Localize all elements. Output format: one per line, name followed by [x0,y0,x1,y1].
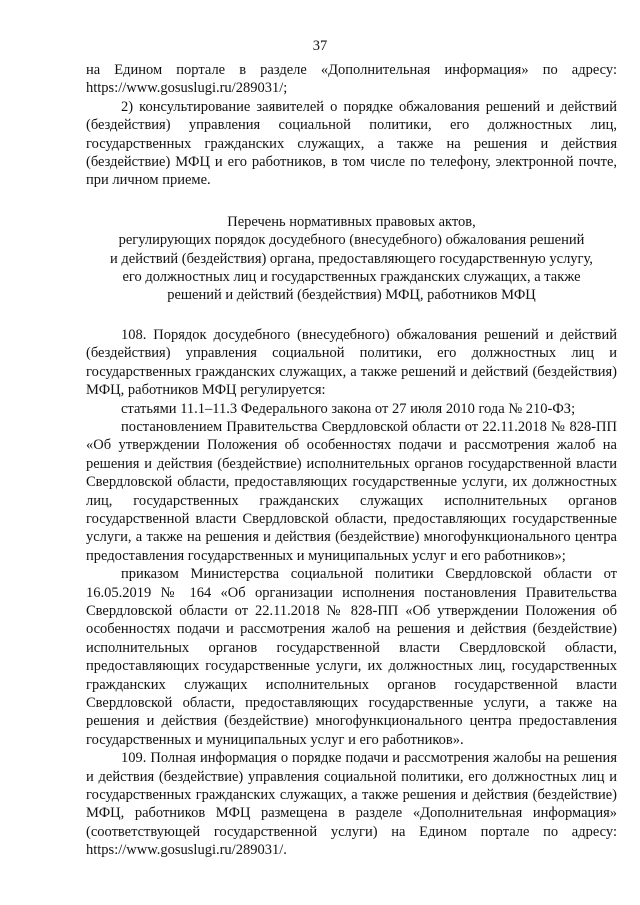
paragraph-109: 109. Полная информация о порядке подачи и рассмотрения жалобы на решения и действия (бездействие) управления социальной политики, его должностных лиц и государственных гражданских служащих, а также решения и действия (бездействие) МФЦ, работников МФЦ размещена в разделе «Дополнительная информация» (соответствующей государственной услуги) на Едином портале по адресу: https://www.gosuslugi.ru/289031/. [86,750,617,859]
heading-line: Перечень нормативных правовых актов, [227,213,476,230]
heading-line: и действий (бездействия) органа, предоставляющего государственную услугу, [110,250,593,267]
paragraph-ministry-order: приказом Министерства социальной политики Свердловской области от 16.05.2019 № 164 «Об организации исполнения постановления Правительства Свердловской области от 22.11.2018 № 828-ПП «Об утверждении Положения об особенностях подачи и рассмотрения жалоб на решения и действия (бездействие) исполнительных органов государственной власти Свердловской области, предоставляющих государственные услуги, их должностных лиц, государственных гражданских служащих исполнительных органов государственной власти Свердловской области, предоставляющих государственные услуги, а также на решения и действия (бездействие) многофункционального центра предоставления государственных и муниципальных услуг и его работников». [86,566,617,748]
paragraph-consulting: 2) консультирование заявителей о порядке обжалования решений и действий (бездействия) управления социальной политики, его должностных лиц, государственных гражданских служащих, а также на решения и действия (бездействие) МФЦ и его работников, в том числе по телефону, электронной почте, при личном приеме. [86,98,617,189]
paragraph-108: 108. Порядок досудебного (внесудебного) обжалования решений и действий (бездействия) управления социальной политики, его должностных лиц и государственных гражданских служащих, а также решений и действий (бездействия) МФЦ, работников МФЦ регулируется: [86,326,617,399]
paragraph-federal-law: статьями 11.1–11.3 Федерального закона от 27 июля 2010 года № 210-ФЗ; [121,400,576,417]
page-number: 37 [312,38,328,54]
heading-line: решений и действий (бездействия) МФЦ, работников МФЦ [167,287,536,304]
heading-line: его должностных лиц и государственных гражданских служащих, а также [122,269,581,286]
paragraph-government-resolution: постановлением Правительства Свердловской области от 22.11.2018 № 828-ПП «Об утверждении Положения об особенностях подачи и рассмотрения жалоб на решения и действия (бездействие) исполнительных органов государственной власти Свердловской области, предоставляющих государственные услуги, их должностных лиц, государственных гражданских служащих исполнительных органов государственной власти Свердловской области, предоставляющих государственные услуги, а также на решения и действия (бездействие) многофункционального центра предоставления государственных и муниципальных услуг и его работников»; [86,418,617,564]
heading-line: регулирующих порядок досудебного (внесудебного) обжалования решений [118,232,585,249]
section-heading [86,213,617,305]
document-body [86,61,617,860]
paragraph-portal-info: на Едином портале в разделе «Дополнительная информация» по адресу: https://www.gosuslugi.ru/289031/; [86,62,617,97]
